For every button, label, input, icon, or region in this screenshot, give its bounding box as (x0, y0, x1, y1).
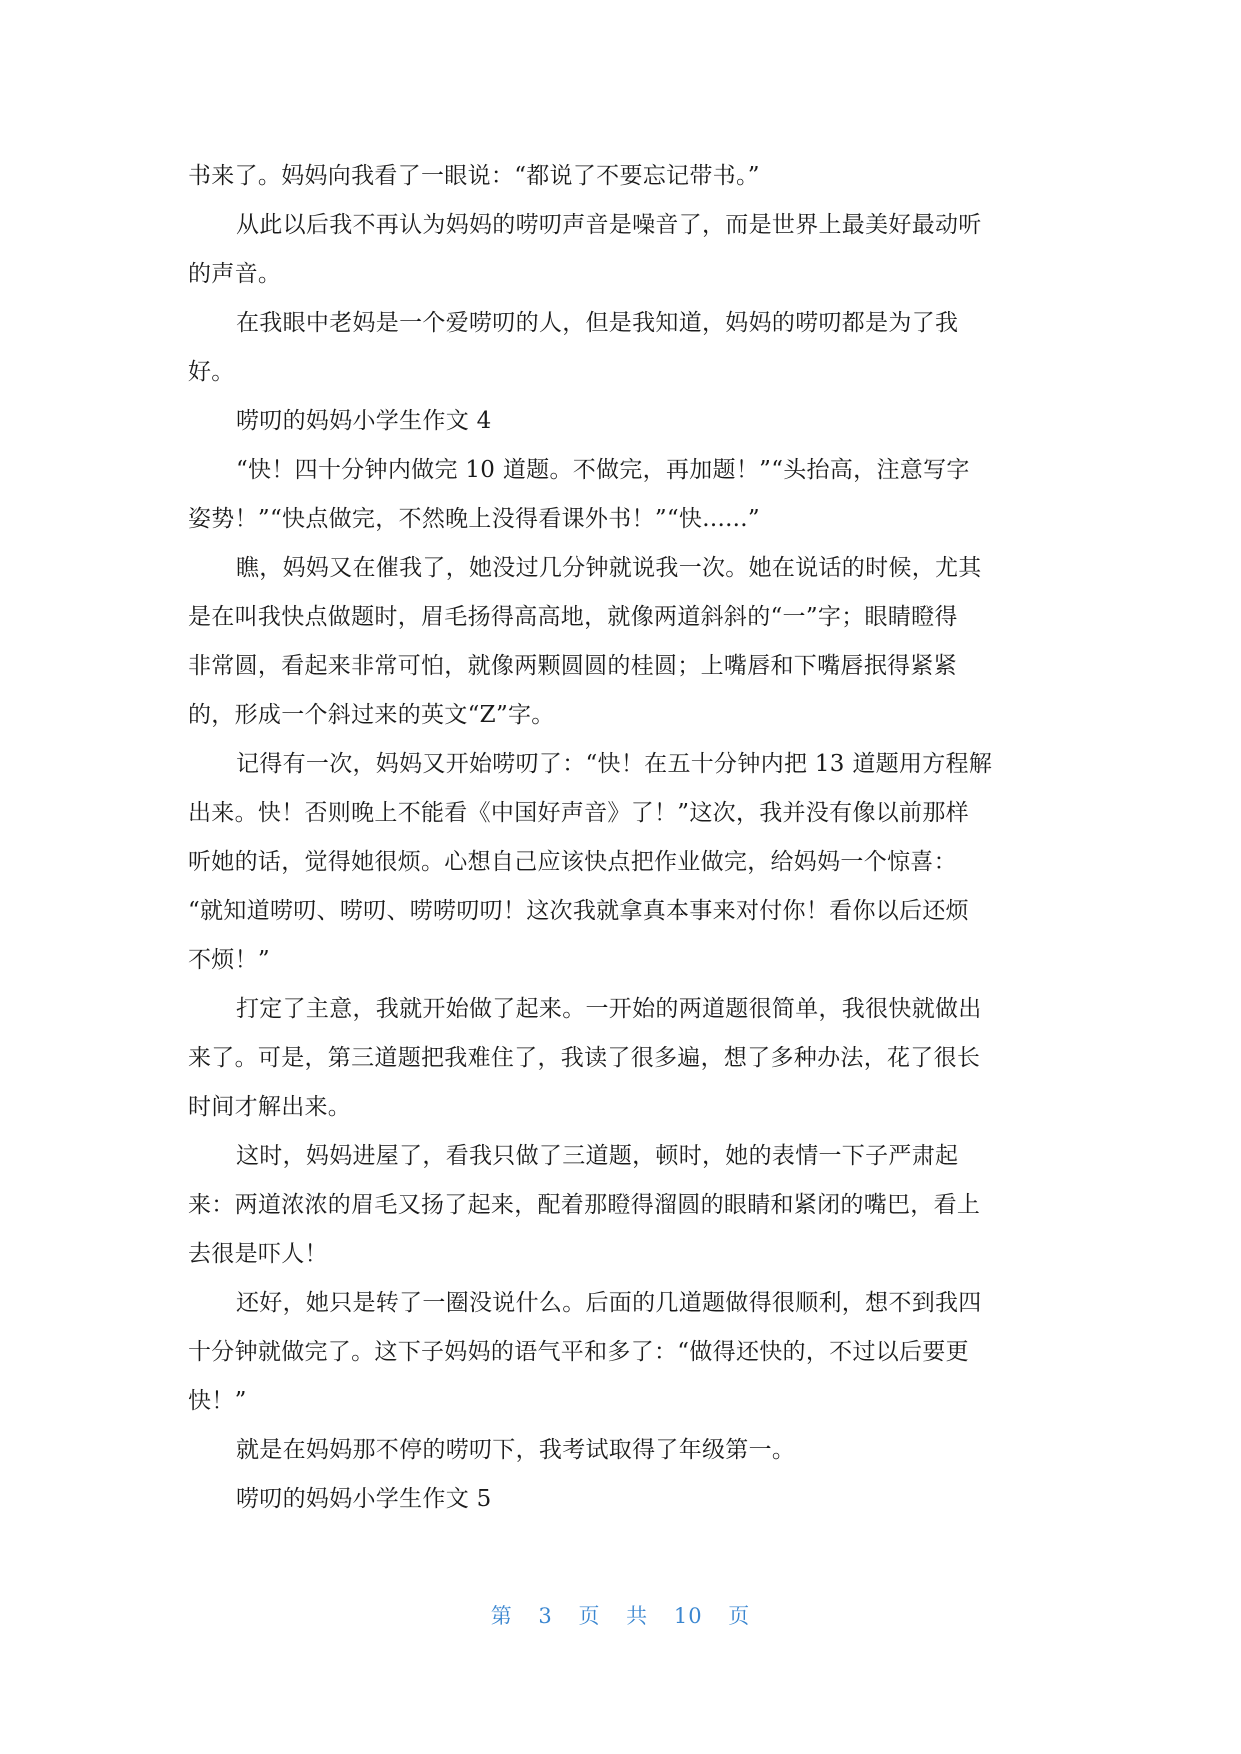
text-line: 去很是吓人！ (188, 1241, 328, 1267)
text-line: 十分钟就做完了。这下子妈妈的语气平和多了：“做得还快的，不过以后要更 (188, 1339, 969, 1365)
text-line: 好。 (188, 359, 235, 385)
text-line: 的，形成一个斜过来的英文“Z”字。 (188, 702, 555, 728)
text-line: 不烦！” (188, 947, 270, 973)
text-line: 是在叫我快点做题时，眉毛扬得高高地，就像两道斜斜的“一”字；眼睛瞪得 (188, 604, 958, 630)
section-heading: 唠叨的妈妈小学生作文 5 (236, 1486, 492, 1512)
text-line: 瞧，妈妈又在催我了，她没过几分钟就说我一次。她在说话的时候，尤其 (236, 555, 982, 581)
current-page-number: 3 (538, 1604, 553, 1628)
footer-page-label: 页 (578, 1604, 601, 1628)
text-line: 姿势！”“快点做完，不然晚上没得看课外书！”“快......” (188, 506, 760, 532)
footer-page-label-2: 页 (728, 1604, 751, 1628)
text-line: 来：两道浓浓的眉毛又扬了起来，配着那瞪得溜圆的眼睛和紧闭的嘴巴，看上 (188, 1192, 981, 1218)
page-footer (0, 1600, 1241, 1630)
text-line: 书来了。妈妈向我看了一眼说：“都说了不要忘记带书。” (188, 163, 760, 189)
text-line: 出来。快！否则晚上不能看《中国好声音》了！”这次，我并没有像以前那样 (188, 800, 969, 826)
text-line: 就是在妈妈那不停的唠叨下，我考试取得了年级第一。 (236, 1437, 796, 1463)
text-line: 非常圆，看起来非常可怕，就像两颗圆圆的桂圆；上嘴唇和下嘴唇抿得紧紧 (188, 653, 957, 679)
text-line: 在我眼中老妈是一个爱唠叨的人，但是我知道，妈妈的唠叨都是为了我 (236, 310, 959, 336)
text-line: 来了。可是，第三道题把我难住了，我读了很多遍，想了多种办法，花了很长 (188, 1045, 981, 1071)
section-heading: 唠叨的妈妈小学生作文 4 (236, 408, 492, 434)
text-line: “就知道唠叨、唠叨、唠唠叨叨！这次我就拿真本事来对付你！看你以后还烦 (188, 898, 969, 924)
text-line: 还好，她只是转了一圈没说什么。后面的几道题做得很顺利，想不到我四 (236, 1290, 982, 1316)
text-line: 这时，妈妈进屋了，看我只做了三道题，顿时，她的表情一下子严肃起 (236, 1143, 959, 1169)
document-body (188, 152, 1058, 1524)
footer-total-label: 共 (626, 1604, 649, 1628)
text-line: “快！四十分钟内做完 10 道题。不做完，再加题！”“头抬高，注意写字 (236, 457, 970, 483)
footer-di-label: 第 (490, 1604, 513, 1628)
text-line: 记得有一次，妈妈又开始唠叨了：“快！在五十分钟内把 13 道题用方程解 (236, 751, 993, 777)
text-line: 的声音。 (188, 261, 282, 287)
text-line: 从此以后我不再认为妈妈的唠叨声音是噪音了，而是世界上最美好最动听 (236, 212, 982, 238)
text-line: 时间才解出来。 (188, 1094, 352, 1120)
text-line: 快！” (188, 1388, 247, 1414)
text-line: 打定了主意，我就开始做了起来。一开始的两道题很简单，我很快就做出 (236, 996, 982, 1022)
total-pages-number: 10 (673, 1604, 703, 1628)
text-line: 听她的话，觉得她很烦。心想自己应该快点把作业做完，给妈妈一个惊喜： (188, 849, 957, 875)
